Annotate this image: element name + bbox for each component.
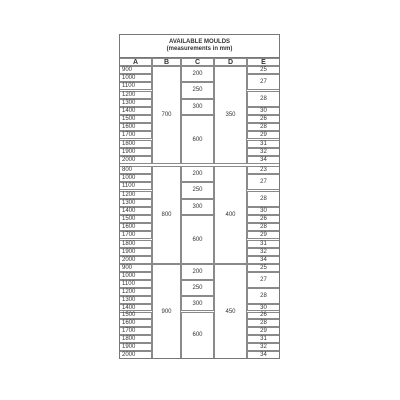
cell-e: 28 xyxy=(247,191,280,207)
cell-e: 30 xyxy=(247,207,280,215)
cell-e: 28 xyxy=(247,288,280,304)
cell-a: 1500 xyxy=(119,312,152,320)
cell-e: 27 xyxy=(247,74,280,90)
cell-c: 300 xyxy=(181,296,214,312)
cell-c: 250 xyxy=(181,182,214,198)
cell-e: 28 xyxy=(247,319,280,327)
cell-a: 1900 xyxy=(119,248,152,256)
cell-a: 800 xyxy=(119,166,152,174)
cell-c: 250 xyxy=(181,280,214,296)
cell-e: 27 xyxy=(247,174,280,190)
cell-a: 1900 xyxy=(119,343,152,351)
cell-c: 200 xyxy=(181,66,214,82)
cell-a: 900 xyxy=(119,264,152,272)
cell-a: 1400 xyxy=(119,207,152,215)
cell-a: 1800 xyxy=(119,335,152,343)
cell-b: 700 xyxy=(152,66,181,164)
cell-a: 1200 xyxy=(119,191,152,199)
cell-a: 1300 xyxy=(119,296,152,304)
cell-a: 1100 xyxy=(119,280,152,288)
column-header-a: A xyxy=(119,58,152,66)
cell-e: 29 xyxy=(247,327,280,335)
cell-e: 29 xyxy=(247,231,280,239)
column-header-d: D xyxy=(214,58,247,66)
cell-e: 30 xyxy=(247,107,280,115)
column-header-b: B xyxy=(152,58,181,66)
cell-a: 1700 xyxy=(119,327,152,335)
cell-c: 300 xyxy=(181,99,214,115)
cell-c: 300 xyxy=(181,199,214,215)
cell-a: 1000 xyxy=(119,174,152,182)
cell-b: 900 xyxy=(152,264,181,359)
cell-a: 1300 xyxy=(119,199,152,207)
cell-e: 31 xyxy=(247,240,280,248)
cell-a: 1100 xyxy=(119,82,152,90)
cell-a: 2000 xyxy=(119,256,152,264)
cell-a: 2000 xyxy=(119,351,152,359)
cell-a: 1400 xyxy=(119,107,152,115)
cell-a: 1700 xyxy=(119,231,152,239)
cell-e: 23 xyxy=(247,166,280,174)
cell-a: 1300 xyxy=(119,99,152,107)
cell-a: 1800 xyxy=(119,240,152,248)
cell-a: 1100 xyxy=(119,182,152,190)
cell-e: 29 xyxy=(247,131,280,139)
cell-e: 31 xyxy=(247,140,280,148)
cell-e: 34 xyxy=(247,256,280,264)
cell-e: 32 xyxy=(247,343,280,351)
column-header-c: C xyxy=(181,58,214,66)
cell-e: 32 xyxy=(247,248,280,256)
moulds-table xyxy=(119,34,400,362)
cell-e: 26 xyxy=(247,215,280,223)
cell-d: 450 xyxy=(214,264,247,359)
cell-e: 28 xyxy=(247,223,280,231)
cell-a: 1700 xyxy=(119,131,152,139)
cell-a: 2000 xyxy=(119,156,152,164)
cell-e: 28 xyxy=(247,91,280,107)
cell-a: 1400 xyxy=(119,304,152,312)
cell-a: 900 xyxy=(119,66,152,74)
cell-a: 1200 xyxy=(119,288,152,296)
cell-e: 25 xyxy=(247,264,280,272)
cell-a: 1600 xyxy=(119,123,152,131)
cell-e: 32 xyxy=(247,148,280,156)
cell-a: 1000 xyxy=(119,272,152,280)
table-header xyxy=(119,34,280,58)
column-header-e: E xyxy=(247,58,280,66)
cell-e: 28 xyxy=(247,123,280,131)
cell-c: 200 xyxy=(181,264,214,280)
cell-a: 1000 xyxy=(119,74,152,82)
cell-a: 1900 xyxy=(119,148,152,156)
cell-e: 27 xyxy=(247,272,280,288)
cell-e: 31 xyxy=(247,335,280,343)
cell-a: 1800 xyxy=(119,140,152,148)
cell-e: 34 xyxy=(247,351,280,359)
cell-c: 250 xyxy=(181,82,214,98)
cell-e: 26 xyxy=(247,115,280,123)
cell-c: 600 xyxy=(181,312,214,360)
cell-d: 400 xyxy=(214,166,247,264)
cell-a: 1500 xyxy=(119,215,152,223)
cell-e: 25 xyxy=(247,66,280,74)
cell-c: 200 xyxy=(181,166,214,182)
cell-a: 1200 xyxy=(119,91,152,99)
cell-d: 350 xyxy=(214,66,247,164)
table-title: AVAILABLE MOULDS xyxy=(168,39,231,45)
cell-c: 600 xyxy=(181,215,214,264)
cell-b: 800 xyxy=(152,166,181,264)
cell-a: 1500 xyxy=(119,115,152,123)
cell-a: 1600 xyxy=(119,319,152,327)
cell-e: 34 xyxy=(247,156,280,164)
cell-e: 26 xyxy=(247,312,280,320)
cell-a: 1600 xyxy=(119,223,152,231)
cell-e: 30 xyxy=(247,304,280,312)
table-subtitle: (measurements in mm) xyxy=(166,46,233,52)
cell-c: 600 xyxy=(181,115,214,164)
